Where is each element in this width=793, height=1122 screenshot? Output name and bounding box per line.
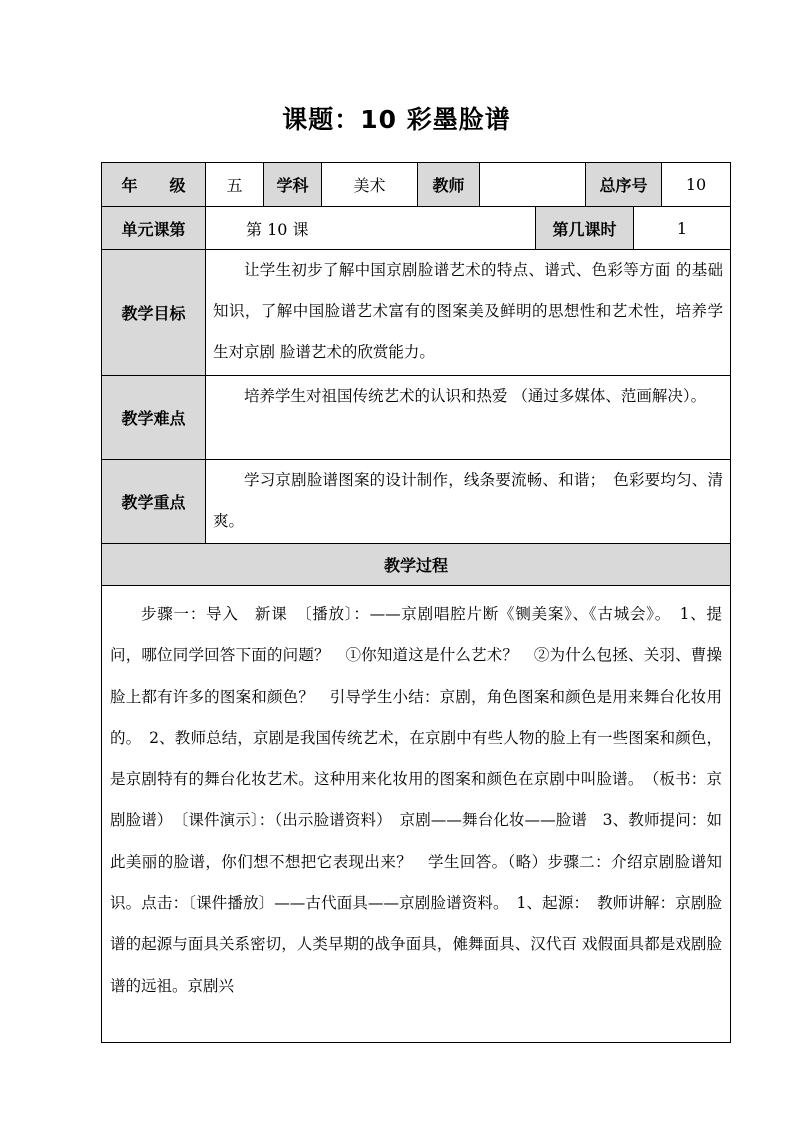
teacher-label: 教师 xyxy=(418,163,480,207)
unit-value: 第 10 课 xyxy=(206,207,536,250)
difficulty-label: 教学难点 xyxy=(102,376,206,460)
objectives-label: 教学目标 xyxy=(102,250,206,376)
lesson-plan-table xyxy=(101,162,731,1043)
process-label: 教学过程 xyxy=(102,544,730,586)
grade-value: 五 xyxy=(206,163,264,207)
teacher-value xyxy=(480,163,586,207)
subject-label: 学科 xyxy=(264,163,322,207)
grade-label: 年 级 xyxy=(102,163,206,207)
page-title: 课题：10 彩墨脸谱 xyxy=(282,105,511,134)
difficulty-text: 培养学生对祖国传统艺术的认识和热爱 （通过多媒体、范画解决）。 xyxy=(206,376,730,460)
serial-value: 10 xyxy=(662,163,730,207)
subject-value: 美术 xyxy=(322,163,418,207)
objectives-text: 让学生初步了解中国京剧脸谱艺术的特点、谱式、色彩等方面 的基础知识，了解中国脸谱艺术富有的图案美及鲜明的思想性和艺术性，培养学生对京剧 脸谱艺术的欣赏能力。 xyxy=(206,250,730,376)
period-label: 第几课时 xyxy=(536,207,634,250)
period-value: 1 xyxy=(634,207,730,250)
key-points-label: 教学重点 xyxy=(102,460,206,544)
serial-label: 总序号 xyxy=(586,163,662,207)
process-text: 步骤一：导入 新课 〔播放〕：——京剧唱腔片断《铡美案》、《古城会》。 1、提问，哪位同学回答下面的问题？ ①你知道这是什么艺术？ ②为什么包拯、关羽、曹操脸上都有许多的图案和颜色？ 引导学生小结：京剧，角色图案和颜色是用来舞台化妆用的。 2、教师总结，京剧是我国传统艺术，在京剧中有些人物的脸上有一些图案和颜色，是京剧特有的舞台化妆艺术。这种用来化妆用的图案和颜色在京剧中叫脸谱。 （板书：京剧脸谱） 〔课件演示〕：（出示脸谱资料） 京剧——舞台化妆——脸谱 3、教师提问：如此美丽的脸谱，你们想不想把它表现出来？ 学生回答。（略）步骤二：介绍京剧脸谱知识。点击：〔课件播放〕——古代面具——京剧脸谱资料。 1、起源： 教师讲解：京剧脸谱的起源与面具关系密切，人类早期的战争面具，傩舞面具、汉代百 戏假面具都是戏剧脸谱的远祖。京剧兴 xyxy=(110,605,722,995)
unit-label: 单元课第 xyxy=(102,207,206,250)
key-points-text: 学习京剧脸谱图案的设计制作，线条要流畅、和谐； 色彩要均匀、清爽。 xyxy=(206,460,730,544)
